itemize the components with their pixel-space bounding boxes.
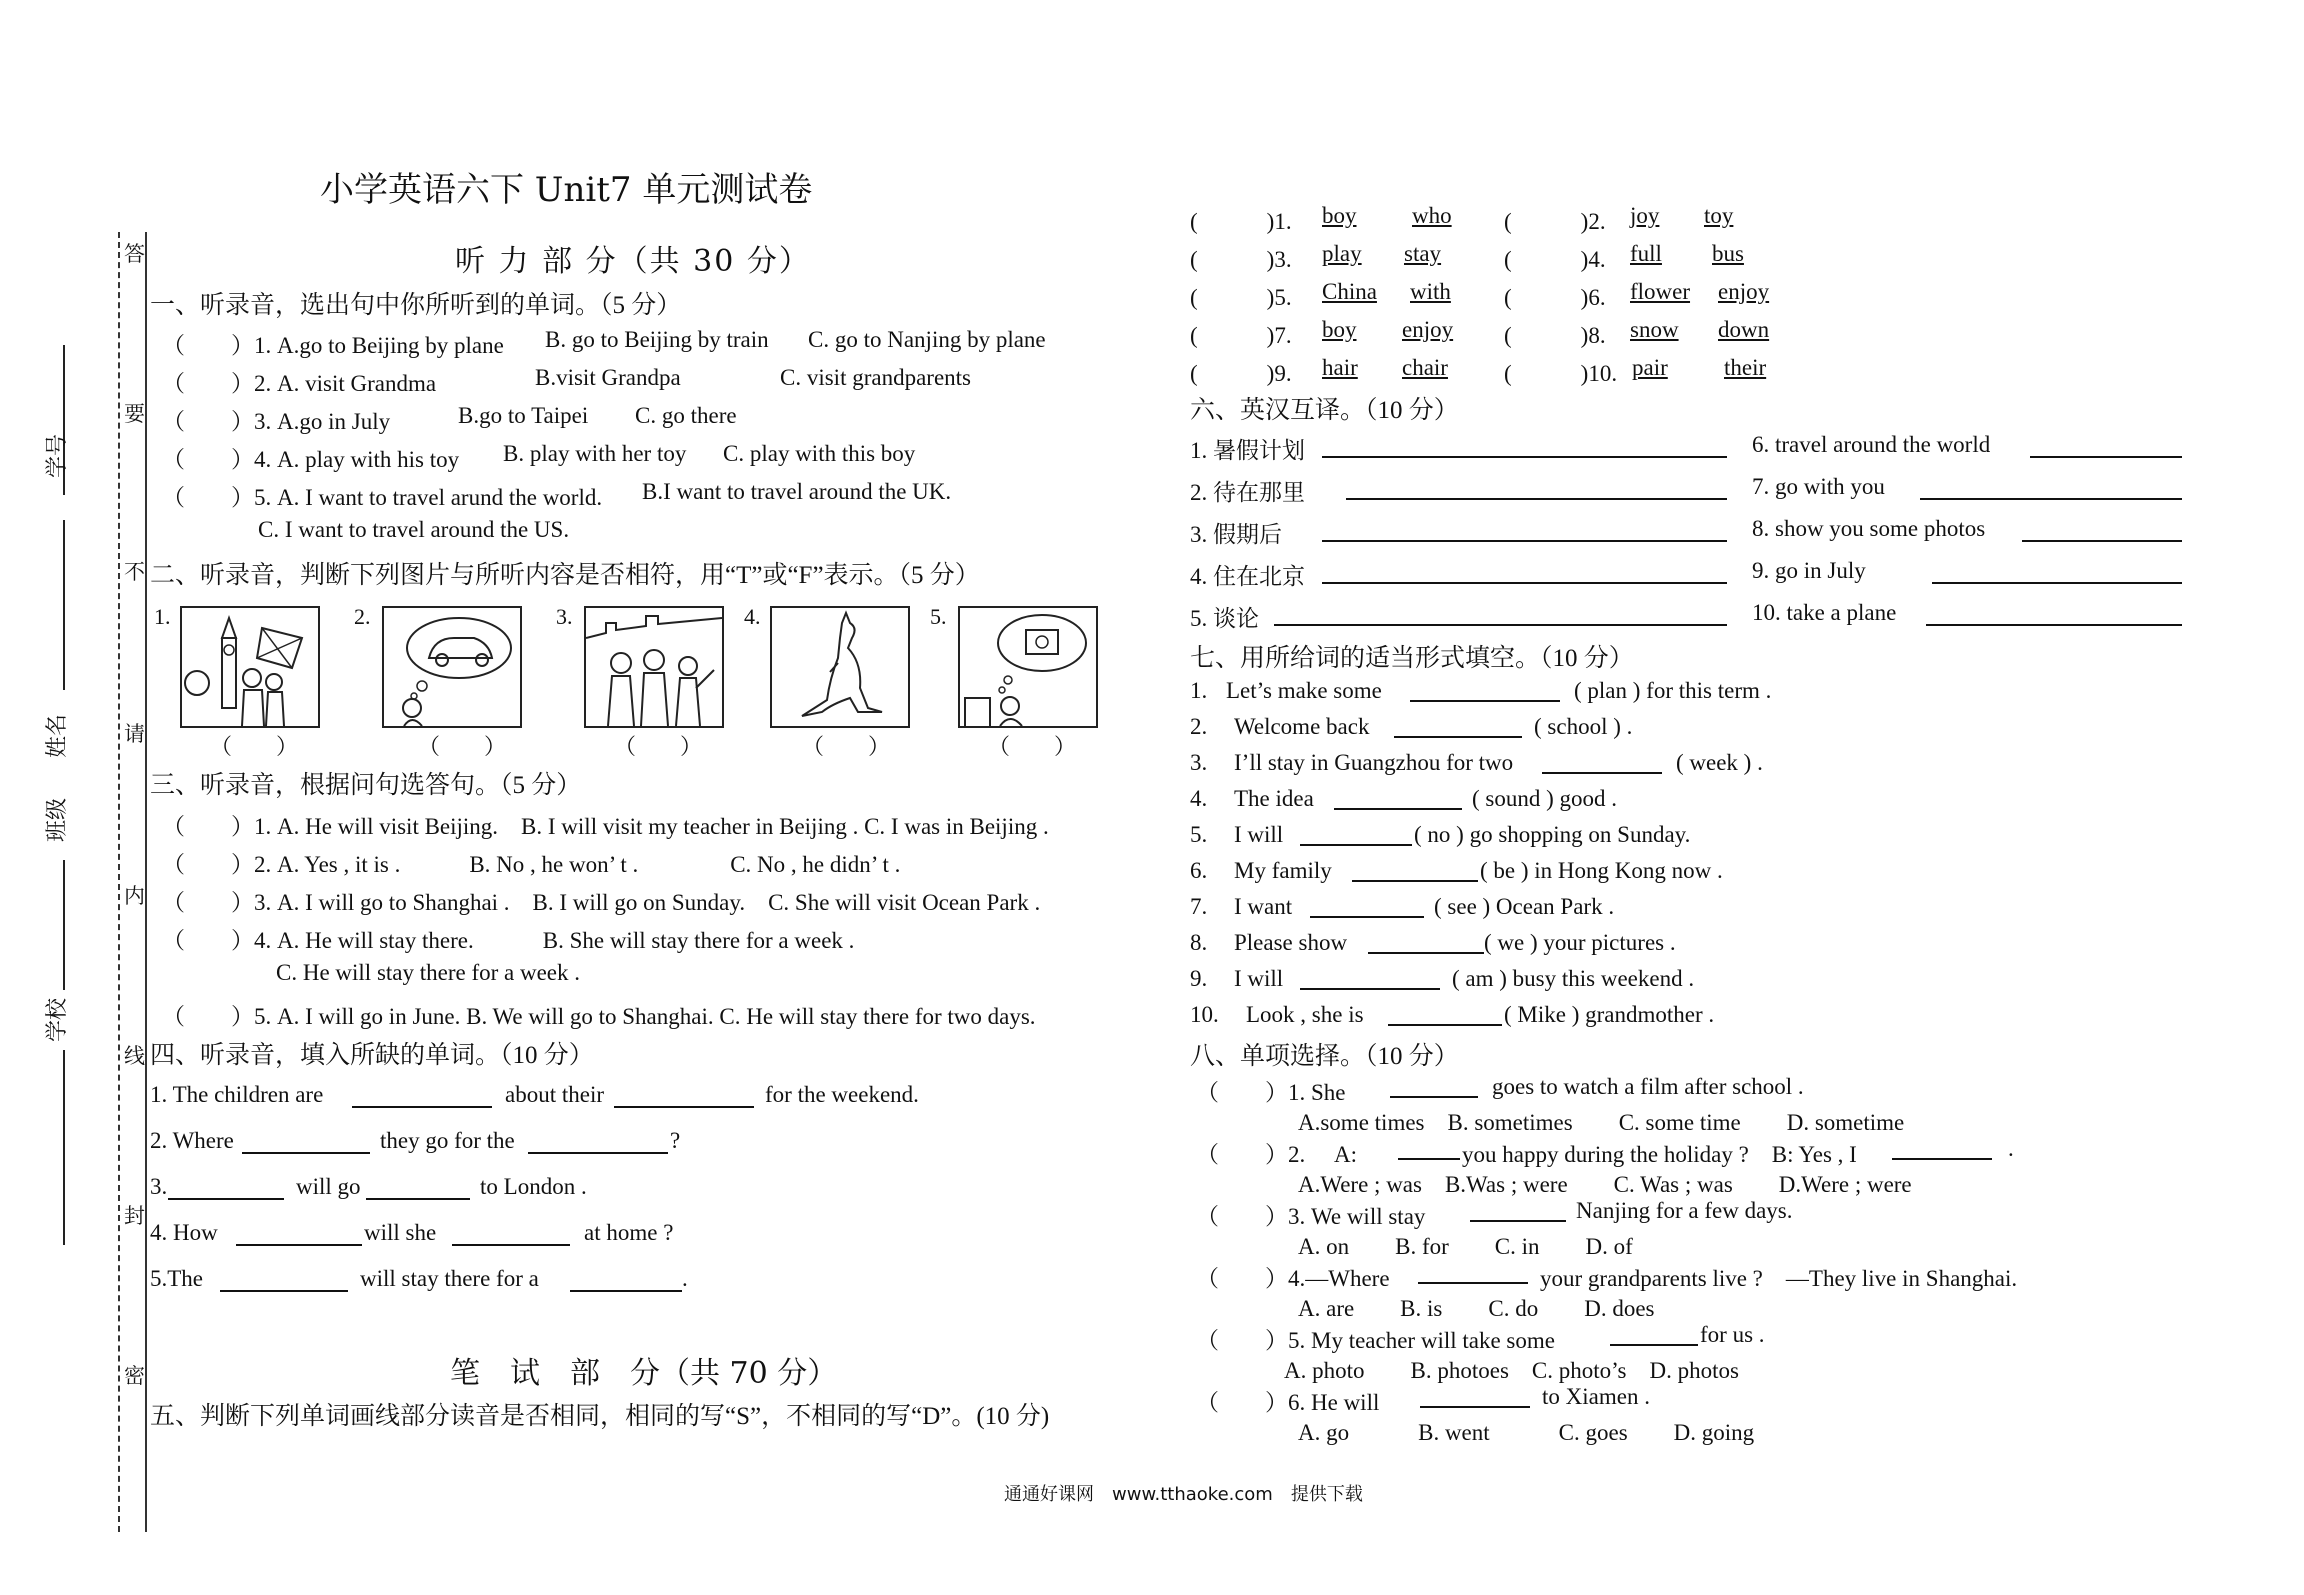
s7-hint: ( am ) busy this weekend .	[1452, 966, 1695, 991]
s8-blank[interactable]	[1610, 1344, 1698, 1346]
s8-options: A. go B. went C. goes D. going	[1298, 1420, 1755, 1445]
s7-text: I will	[1234, 966, 1284, 991]
answer-paren: （ ）	[988, 734, 1077, 759]
s7-text: The idea	[1234, 786, 1314, 811]
s5-word: hair	[1322, 355, 1358, 380]
s7-num: 6.	[1190, 858, 1208, 883]
s1-q1-b: B. go to Beijing by train	[545, 327, 769, 352]
s1-q3-c: C. go there	[635, 403, 737, 428]
answer-paren: （ ）	[210, 734, 299, 759]
s6-blank[interactable]	[1322, 456, 1727, 458]
listening-header: 听 力 部 分（共 30 分）	[455, 244, 811, 279]
seal-char: 内	[124, 884, 145, 908]
seal-solid-line	[145, 232, 147, 1532]
s6-right: 10. take a plane	[1752, 600, 1897, 625]
section3-heading: 三、听录音，根据问句选答句。（5 分）	[150, 772, 582, 799]
s5-word: stay	[1404, 241, 1442, 266]
s7-text: I will	[1234, 822, 1284, 847]
s7-num: 2.	[1190, 714, 1208, 739]
s7-hint: ( see ) Ocean Park .	[1434, 894, 1615, 919]
section6-heading: 六、英汉互译。（10 分）	[1190, 397, 1459, 424]
s5-num: ( )1.	[1190, 209, 1292, 234]
s1-q5-c: C. I want to travel around the US.	[258, 517, 570, 542]
s5-word: joy	[1630, 203, 1660, 228]
s8-blank[interactable]	[1470, 1220, 1566, 1222]
s5-num: ( )7.	[1190, 323, 1292, 348]
s8-q-stem: （ ）5. My teacher will take some	[1196, 1328, 1555, 1353]
s8-q-rest: you happy during the holiday ? B: Yes , I	[1462, 1142, 1857, 1167]
s5-word: boy	[1322, 203, 1357, 228]
s5-num: ( )9.	[1190, 361, 1292, 386]
s8-options: A.some times B. sometimes C. some time D. sometime	[1298, 1110, 1905, 1135]
seal-char: 密	[124, 1364, 145, 1388]
s5-word: down	[1718, 317, 1770, 342]
s7-hint: ( Mike ) grandmother .	[1504, 1002, 1715, 1027]
s8-q-rest: to Xiamen .	[1542, 1384, 1650, 1409]
s3-q1: （ ）1. A. He will visit Beijing. B. I will visit my teacher in Beijing . C. I was in Beijing .	[162, 814, 1049, 839]
s7-blank[interactable]	[1394, 736, 1522, 738]
seal-char: 不	[124, 560, 145, 584]
s7-num: 7.	[1190, 894, 1208, 919]
s6-blank[interactable]	[1322, 540, 1727, 542]
s8-q-stem: （ ）1. She	[1196, 1080, 1346, 1105]
s1-q3-b: B.go to Taipei	[458, 403, 589, 428]
s7-hint: ( be ) in Hong Kong now .	[1480, 858, 1723, 883]
answer-paren: （ ）	[802, 734, 891, 759]
page-title: 小学英语六下 Unit7 单元测试卷	[320, 170, 813, 210]
s7-text: Please show	[1234, 930, 1348, 955]
writing-header: 笔 试 部 分（共 70 分）	[450, 1356, 838, 1391]
s7-blank[interactable]	[1388, 1024, 1502, 1026]
class-line	[63, 860, 65, 990]
s8-options: A. are B. is C. do D. does	[1298, 1296, 1655, 1321]
s4-line4-a: 4. How	[150, 1220, 218, 1245]
section8-heading: 八、单项选择。（10 分）	[1190, 1043, 1459, 1070]
big-ben-scene-icon	[180, 606, 320, 728]
s5-word: enjoy	[1718, 279, 1770, 304]
s4-line2-a: 2. Where	[150, 1128, 234, 1153]
seal-char: 封	[124, 1204, 145, 1228]
s4-line5-b: will stay there for a	[360, 1266, 539, 1291]
s3-q4: （ ）4. A. He will stay there. B. She will stay there for a week .	[162, 928, 855, 953]
kangaroo-icon	[770, 606, 910, 728]
s6-blank[interactable]	[1274, 624, 1727, 626]
label-school: 学校	[44, 997, 69, 1042]
s6-left: 5. 谈论	[1190, 606, 1259, 631]
section4-heading: 四、听录音，填入所缺的单词。（10 分）	[150, 1042, 594, 1069]
s7-hint: ( week ) .	[1676, 750, 1763, 775]
s7-text: Look , she is	[1246, 1002, 1364, 1027]
s7-blank[interactable]	[1334, 808, 1462, 810]
s8-q-rest: your grandparents live ? —They live in Shanghai.	[1540, 1266, 2018, 1291]
name-line	[63, 520, 65, 690]
s8-blank[interactable]	[1390, 1096, 1478, 1098]
s8-blank[interactable]	[1398, 1158, 1460, 1160]
s7-num: 5.	[1190, 822, 1208, 847]
s4-blank[interactable]	[236, 1244, 362, 1246]
answer-paren: （ ）	[418, 734, 507, 759]
s5-word: boy	[1322, 317, 1357, 342]
s7-hint: ( sound ) good .	[1472, 786, 1618, 811]
s6-left: 1. 暑假计划	[1190, 438, 1305, 463]
pic-number: 2.	[354, 604, 371, 629]
s5-word: toy	[1704, 203, 1734, 228]
s1-q3-a: （ ）3. A.go in July	[162, 409, 391, 434]
great-wall-family-icon	[584, 606, 724, 728]
label-class: 班级	[44, 797, 69, 842]
s4-blank[interactable]	[352, 1106, 492, 1108]
s4-line3-b: will go	[296, 1174, 361, 1199]
s5-word: full	[1630, 241, 1662, 266]
s8-blank[interactable]	[1418, 1282, 1528, 1284]
pic-number: 3.	[556, 604, 573, 629]
s5-word: who	[1412, 203, 1452, 228]
s8-q-end: .	[2008, 1136, 2014, 1161]
seal-char: 要	[124, 402, 145, 426]
s5-num: ( )10.	[1504, 361, 1618, 386]
s4-blank[interactable]	[452, 1244, 570, 1246]
s8-q-stem: （ ）2. A:	[1196, 1142, 1357, 1167]
s1-q5-a: （ ）5. A. I want to travel arund the world.	[162, 485, 603, 510]
section5-heading: 五、判断下列单词画线部分读音是否相同，相同的写“S”，不相同的写“D”。(10 分)	[150, 1403, 1050, 1430]
car-thought-bubble-icon	[382, 606, 522, 728]
seal-dashed-line	[118, 232, 120, 1532]
s7-blank[interactable]	[1410, 700, 1560, 702]
s5-num: ( )6.	[1504, 285, 1606, 310]
s7-blank[interactable]	[1368, 952, 1484, 954]
s5-num: ( )3.	[1190, 247, 1292, 272]
s6-blank[interactable]	[1926, 624, 2182, 626]
s1-q4-b: B. play with her toy	[503, 441, 687, 466]
s8-blank[interactable]	[1892, 1158, 1992, 1160]
s5-word: snow	[1630, 317, 1679, 342]
s4-blank[interactable]	[570, 1290, 682, 1292]
s6-blank[interactable]	[1920, 498, 2182, 500]
s5-word: flower	[1630, 279, 1691, 304]
s5-word: China	[1322, 279, 1377, 304]
s4-line4-b: will she	[364, 1220, 437, 1245]
s1-q5-b: B.I want to travel around the UK.	[642, 479, 952, 504]
s1-q2-c: C. visit grandparents	[780, 365, 971, 390]
s8-q-stem: （ ）6. He will	[1196, 1390, 1380, 1415]
s6-blank[interactable]	[2022, 540, 2182, 542]
s5-word: their	[1724, 355, 1767, 380]
s7-num: 1.	[1190, 678, 1208, 703]
s7-hint: ( no ) go shopping on Sunday.	[1414, 822, 1691, 847]
s6-right: 6. travel around the world	[1752, 432, 1991, 457]
seal-char: 答	[124, 242, 145, 266]
s3-q2: （ ）2. A. Yes , it is . B. No , he won’ t . C. No , he didn’ t .	[162, 852, 901, 877]
s7-num: 10.	[1190, 1002, 1219, 1027]
s3-q3: （ ）3. A. I will go to Shanghai . B. I will go on Sunday. C. She will visit Ocean Park .	[162, 890, 1041, 915]
s8-options: A. photo B. photoes C. photo’s D. photos	[1284, 1358, 1739, 1383]
label-student-id: 学号	[44, 433, 69, 478]
school-line	[63, 1050, 65, 1245]
s5-word: chair	[1402, 355, 1448, 380]
s4-line1-c: for the weekend.	[765, 1082, 919, 1107]
s7-text: Welcome back	[1234, 714, 1370, 739]
s7-hint: ( school ) .	[1534, 714, 1633, 739]
s7-text: I want	[1234, 894, 1293, 919]
s7-blank[interactable]	[1300, 844, 1412, 846]
s6-blank[interactable]	[1932, 582, 2182, 584]
s7-text: Let’s make some	[1226, 678, 1382, 703]
s6-left: 3. 假期后	[1190, 522, 1282, 547]
s4-blank[interactable]	[220, 1290, 348, 1292]
s4-line1-a: 1. The children are	[150, 1082, 324, 1107]
section1-heading: 一、听录音，选出句中你所听到的单词。（5 分）	[150, 292, 682, 319]
s3-q4-c: C. He will stay there for a week .	[276, 960, 581, 985]
pic-number: 1.	[154, 604, 171, 629]
s6-blank[interactable]	[1322, 582, 1727, 584]
s5-word: pair	[1632, 355, 1668, 380]
s1-q2-a: （ ）2. A. visit Grandma	[162, 371, 437, 396]
s6-blank[interactable]	[1346, 498, 1727, 500]
s8-blank[interactable]	[1420, 1406, 1530, 1408]
s6-right: 8. show you some photos	[1752, 516, 1986, 541]
answer-paren: （ ）	[614, 734, 703, 759]
seal-char: 请	[124, 722, 145, 746]
s7-num: 8.	[1190, 930, 1208, 955]
s8-q-stem: （ ）3. We will stay	[1196, 1204, 1426, 1229]
s5-word: bus	[1712, 241, 1744, 266]
s8-q-rest: for us .	[1700, 1322, 1765, 1347]
s7-blank[interactable]	[1300, 988, 1440, 990]
s4-line2-b: they go for the	[380, 1128, 515, 1153]
s4-blank[interactable]	[242, 1152, 370, 1154]
s7-blank[interactable]	[1352, 880, 1478, 882]
s4-line5-a: 5.The	[150, 1266, 204, 1291]
s4-blank[interactable]	[528, 1152, 668, 1154]
s7-text: My family	[1234, 858, 1332, 883]
s1-q4-c: C. play with this boy	[723, 441, 916, 466]
s4-line3-c: to London .	[480, 1174, 587, 1199]
s7-num: 9.	[1190, 966, 1208, 991]
s7-hint: ( plan ) for this term .	[1574, 678, 1772, 703]
s7-blank[interactable]	[1310, 916, 1424, 918]
s1-q4-a: （ ）4. A. play with his toy	[162, 447, 460, 472]
s8-options: A. on B. for C. in D. of	[1298, 1234, 1633, 1259]
section7-heading: 七、用所给词的适当形式填空。（10 分）	[1190, 645, 1634, 672]
s4-line2-c: ?	[670, 1128, 681, 1153]
s7-text: I’ll stay in Guangzhou for two	[1234, 750, 1514, 775]
s1-q1-a: （ ）1. A.go to Beijing by plane	[162, 333, 504, 358]
s4-blank[interactable]	[168, 1198, 284, 1200]
s5-num: ( )8.	[1504, 323, 1606, 348]
s6-left: 4. 住在北京	[1190, 564, 1305, 589]
s5-num: ( )2.	[1504, 209, 1606, 234]
s7-num: 4.	[1190, 786, 1208, 811]
s7-blank[interactable]	[1542, 772, 1662, 774]
s1-q1-c: C. go to Nanjing by plane	[808, 327, 1046, 352]
mouse-dreaming-icon	[958, 606, 1098, 728]
s4-line5-c: .	[682, 1266, 688, 1291]
s7-hint: ( we ) your pictures .	[1484, 930, 1676, 955]
s8-options: A.Were ; was B.Was ; were C. Was ; was D.Were ; were	[1298, 1172, 1912, 1197]
label-name: 姓名	[44, 713, 69, 758]
s4-line1-b: about their	[505, 1082, 604, 1107]
s6-right: 9. go in July	[1752, 558, 1866, 583]
s3-q5: （ ）5. A. I will go in June. B. We will go to Shanghai. C. He will stay there for two days.	[162, 1004, 1036, 1029]
s4-line3-a: 3.	[150, 1174, 168, 1199]
s6-left: 2. 待在那里	[1190, 480, 1305, 505]
s1-q2-b: B.visit Grandpa	[535, 365, 681, 390]
s5-num: ( )5.	[1190, 285, 1292, 310]
s7-num: 3.	[1190, 750, 1208, 775]
seal-char: 线	[124, 1044, 145, 1068]
pic-number: 5.	[930, 604, 947, 629]
s8-q-rest: Nanjing for a few days.	[1576, 1198, 1793, 1223]
s8-q-stem: （ ）4.—Where	[1196, 1266, 1390, 1291]
footer-credit: 通通好课网 www.tthaoke.com 提供下载	[1004, 1484, 1363, 1505]
s4-line4-c: at home ?	[584, 1220, 674, 1245]
s6-right: 7. go with you	[1752, 474, 1885, 499]
s8-q-rest: goes to watch a film after school .	[1492, 1074, 1804, 1099]
s4-blank[interactable]	[366, 1198, 470, 1200]
s5-num: ( )4.	[1504, 247, 1606, 272]
pic-number: 4.	[744, 604, 761, 629]
s5-word: play	[1322, 241, 1362, 266]
section2-heading: 二、听录音，判断下列图片与所听内容是否相符，用“T”或“F”表示。（5 分）	[150, 562, 980, 589]
s6-blank[interactable]	[2030, 456, 2182, 458]
s5-word: enjoy	[1402, 317, 1454, 342]
s5-word: with	[1410, 279, 1451, 304]
s4-blank[interactable]	[614, 1106, 754, 1108]
